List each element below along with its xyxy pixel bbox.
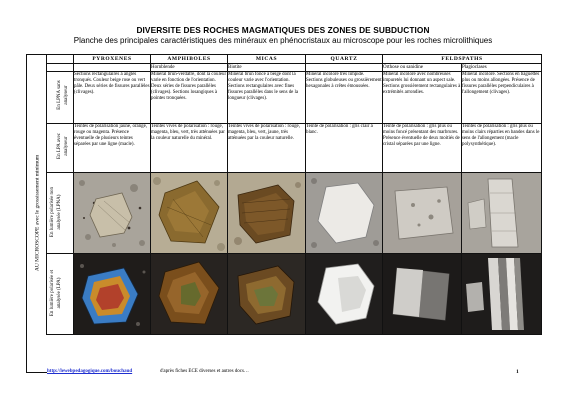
document-subtitle: Planche des principales caractéristiques des minéraux en phénocristaux au microscope pour les roches microlithiques xyxy=(73,36,493,45)
row-label-lpna-line1: En LPNA sans xyxy=(57,80,62,110)
row-label-lpna-photo-line1: En lumière polarisée non xyxy=(50,186,55,238)
col-amphiboles: AMPHIBOLES xyxy=(151,55,228,64)
page-number: 1 xyxy=(516,369,519,375)
col-feldspaths: FELDSPATHS xyxy=(383,55,542,64)
row-label-lpa-photo xyxy=(47,254,74,335)
photo-lpna-hornblende xyxy=(151,173,228,254)
row-label-lpa-photo-line2: analysée (LPA) xyxy=(57,277,62,309)
lpa-desc-orthose: Teinte de polarisation : gris plus ou moins foncé présentant des marbrures. Présence éventuelle de deux moitiés de cristal séparées par une ligne. xyxy=(383,124,462,173)
mineral-table xyxy=(46,54,542,335)
lpa-desc-biotite: Teintes vives de polarisation : rouge, magenta, bleu, vert, jaune, très atténuées par la couleur naturelle. xyxy=(228,124,306,173)
col-quartz: QUARTZ xyxy=(306,55,383,64)
lpna-desc-plagioclase: Minéral incolore. Sections en baguettes plus ou moins allongées. Présence de fissures parallèles perpendiculaires à l'allongement (clivages). xyxy=(462,72,542,124)
photo-lpna-quartz xyxy=(306,173,383,254)
corner-cell xyxy=(47,55,74,64)
lpna-desc-quartz: Minéral incolore très limpide. Sections globuleuses ou grossièrement hexagonales à crêtes émoussées. xyxy=(306,72,383,124)
lpna-desc-hornblende: Minéral brun-verdâtre, dont la couleur varie en fonction de l'orientation. Deux séries de fissures parallèles (clivages). Sections losangiques à pointes tronquées. xyxy=(151,72,228,124)
side-label-column xyxy=(26,54,47,373)
subheader-plagioclases: Plagioclases xyxy=(462,64,542,72)
col-pyroxenes: PYROXENES xyxy=(74,55,151,64)
subheader-hornblende: Hornblende xyxy=(151,64,228,72)
subheader-orthose: Orthose ou sanidine xyxy=(383,64,462,72)
photo-lpna-pyroxene xyxy=(74,173,151,254)
lpa-desc-plagioclase: Teintes de polarisation : gris plus ou moins clairs réparties en bandes dans le sens de l'allongement (macle polysynthétique). xyxy=(462,124,542,173)
photo-lpna-orthose xyxy=(383,173,462,254)
lpna-desc-orthose: Minéral incolore avec nombreuses impuretés lui donnant un aspect sale. Sections grossièrement rectangulaires à extrémités arrondies. xyxy=(383,72,462,124)
subheader-pyroxene xyxy=(74,64,151,72)
subheader-biotite: Biotite xyxy=(228,64,306,72)
lpna-desc-pyroxene: Sections rectangulaires à angles tronqués. Couleur beige rose ou vert pâle. Deux séries de fissures parallèles (clivages). xyxy=(74,72,151,124)
row-label-lpa-line1: En LPA avec xyxy=(57,133,62,159)
subheader-corner xyxy=(47,64,74,72)
row-label-lpna-text xyxy=(47,72,74,124)
subheader-quartz xyxy=(306,64,383,72)
lpa-desc-pyroxene: Teintes de polarisation jaune, orange, rouge ou magenta. Présence éventuelle de plusieurs teintes séparées par une ligne (macle). xyxy=(74,124,151,173)
row-label-lpna-photo-line2: analysée (LPNA) xyxy=(57,194,62,230)
photo-lpna-plagioclase xyxy=(462,173,542,254)
col-micas: MICAS xyxy=(228,55,306,64)
photo-lpa-plagioclase xyxy=(462,254,542,335)
footer-link[interactable]: http://lewebpedagogique.com/bouchaud xyxy=(47,369,133,374)
lpa-desc-quartz: Teinte de polarisation : gris clair à blanc. xyxy=(306,124,383,173)
lpa-desc-hornblende: Teintes vives de polarisation : rouge, magenta, bleu, vert, très atténuées par la couleur naturelle du minéral. xyxy=(151,124,228,173)
side-label: AU MICROSCOPE avec le grossissement minimum xyxy=(34,154,41,272)
photo-lpna-biotite xyxy=(228,173,306,254)
row-label-lpna-line2: analyseur xyxy=(64,85,69,105)
lpna-desc-biotite: Minéral brun foncé à beige dont la couleur varie avec l'orientation. Sections rectangulaires avec fines fissures parallèles dans le sens de la longueur (clivages). xyxy=(228,72,306,124)
document-title: DIVERSITE DES ROCHES MAGMATIQUES DES ZONES DE SUBDUCTION xyxy=(136,25,430,35)
row-label-lpa-text xyxy=(47,124,74,173)
row-label-lpa-line2: analyseur xyxy=(64,136,69,156)
photo-lpa-hornblende xyxy=(151,254,228,335)
photo-lpa-orthose xyxy=(383,254,462,335)
row-label-lpna-photo xyxy=(47,173,74,254)
row-label-lpa-photo-line1: En lumière polarisée et xyxy=(50,269,55,317)
footer-note: d'après fiches ECE diverses et autres docs… xyxy=(160,369,249,374)
photo-lpa-quartz xyxy=(306,254,383,335)
photo-lpa-pyroxene xyxy=(74,254,151,335)
photo-lpa-biotite xyxy=(228,254,306,335)
